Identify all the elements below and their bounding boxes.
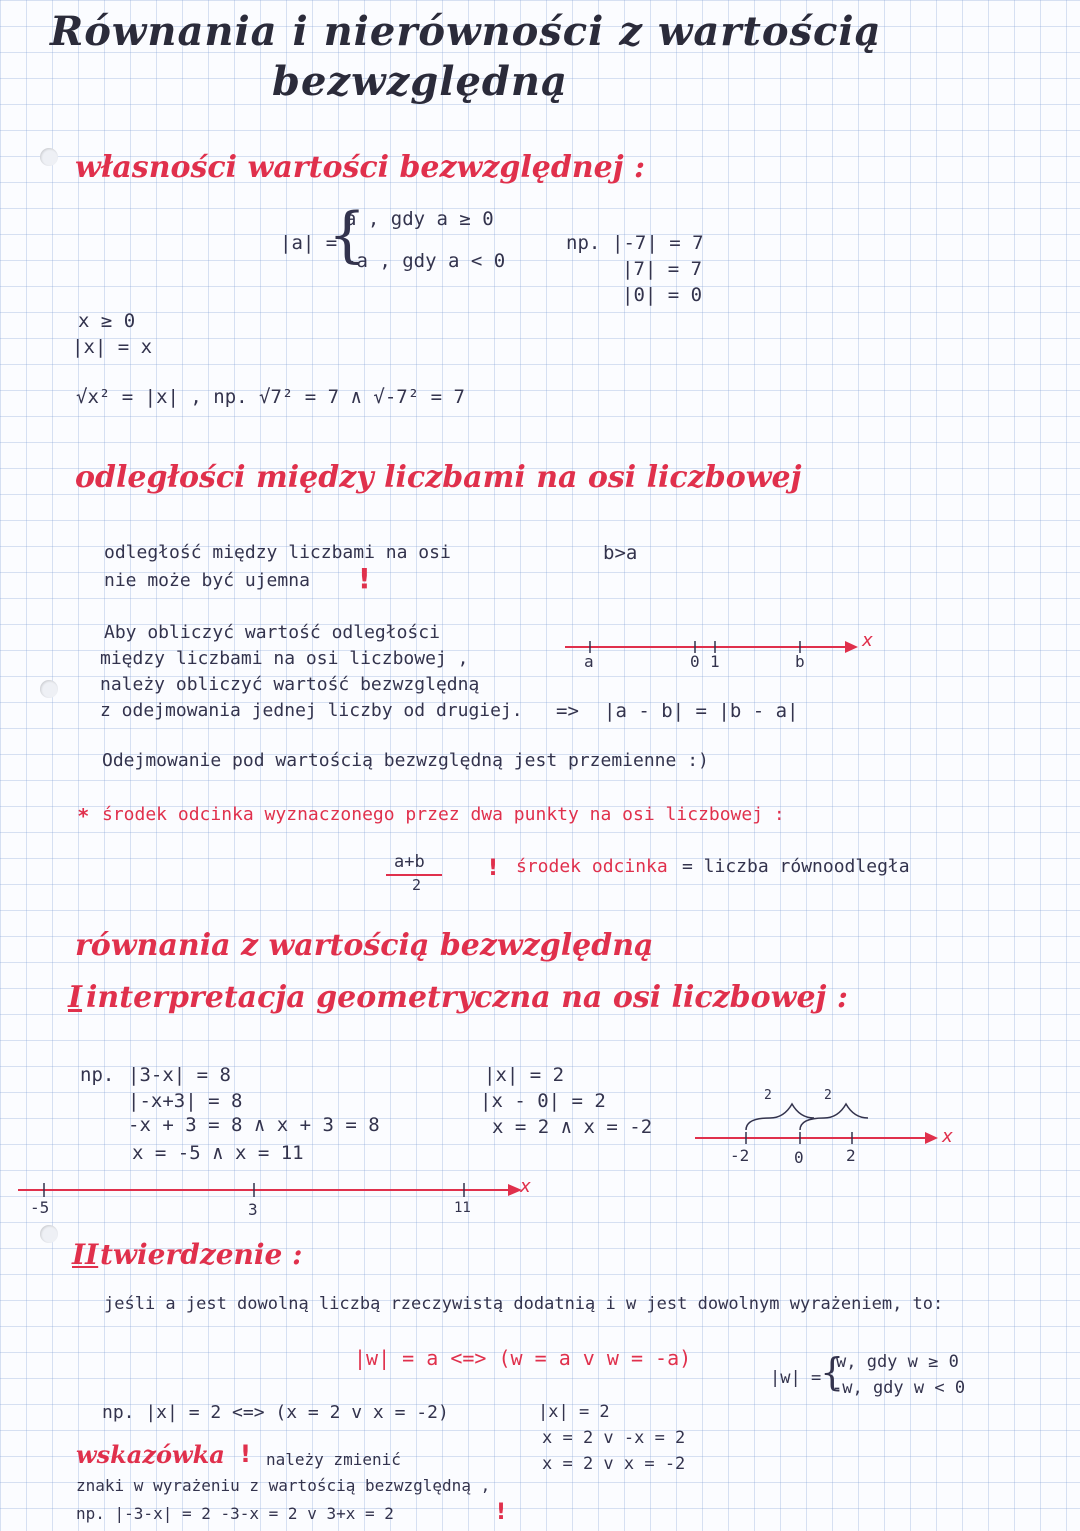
axis-label: -5 (30, 1198, 50, 1217)
side-example-line: |x| = 2 (538, 1402, 610, 1422)
theorem-text: jeśli a jest dowolną liczbą rzeczywistą dodatnią i w jest dowolnym wyrażeniem, to: (104, 1294, 944, 1314)
hint-example: np. |-3-x| = 2 -3-x = 2 v 3+x = 2 (76, 1504, 394, 1523)
abs-w-case2: -w, gdy w < 0 (832, 1378, 966, 1398)
abs-def-case2: -a , gdy a < 0 (345, 250, 506, 272)
note-line: z odejmowania jednej liczby od drugiej. (100, 700, 523, 721)
note-line: Aby obliczyć wartość odległości (104, 622, 440, 643)
equation-line: x = -5 ∧ x = 11 (132, 1142, 304, 1164)
axis-label: 11 (454, 1200, 471, 1216)
exclamation-mark: ! (240, 1440, 251, 1468)
hint-label: wskazówka (76, 1440, 225, 1469)
exclamation-mark: ! (488, 856, 499, 881)
note-line: należy obliczyć wartość bezwzględną (100, 674, 480, 695)
left-brace: { (328, 200, 367, 270)
equation-line: x = 2 ∧ x = -2 (492, 1116, 653, 1138)
theorem-example: np. |x| = 2 <=> (x = 2 v x = -2) (102, 1402, 449, 1423)
left-brace: { (820, 1350, 845, 1394)
example-label: np. (80, 1064, 115, 1086)
axis-label-x: x (862, 630, 873, 651)
midpoint-note-equidistant: = liczba równoodległa (682, 856, 910, 877)
implies-arrow: => (556, 700, 579, 722)
section-heading-equations: równania z wartością bezwzględną (75, 928, 654, 963)
axis-label-x: x (520, 1176, 531, 1197)
binder-hole (40, 148, 58, 166)
asterisk-icon: * (78, 804, 89, 828)
axis-label-x: x (942, 1126, 953, 1147)
abs-def-case1: a , gdy a ≥ 0 (345, 208, 494, 230)
number-line-distance (560, 630, 880, 670)
sqrt-rule: √x² = |x| , np. √7² = 7 ∧ √-7² = 7 (76, 386, 465, 408)
subsection-number: I (68, 980, 83, 1015)
page-title-line2: bezwzględną (272, 58, 568, 105)
side-example-line: x = 2 v x = -2 (542, 1454, 686, 1474)
example-line: |-7| = 7 (612, 232, 704, 254)
x-abs-value: |x| = x (72, 336, 153, 358)
example-line: |0| = 0 (622, 284, 703, 306)
equation-line: |-x+3| = 8 (128, 1090, 243, 1112)
example-line: |7| = 7 (622, 258, 703, 280)
hint-text: należy zmienić (266, 1450, 401, 1469)
note-line: odległość między liczbami na osi (104, 542, 451, 563)
side-example-line: x = 2 v -x = 2 (542, 1428, 686, 1448)
b-greater-a: b>a (603, 542, 638, 564)
equation-line: -x + 3 = 8 ∧ x + 3 = 8 (128, 1114, 380, 1136)
axis-label: 2 (846, 1146, 856, 1165)
abs-w-case1: w, gdy w ≥ 0 (836, 1352, 959, 1372)
axis-label-1: 1 (710, 652, 720, 671)
number-line-abs-x (690, 1100, 950, 1150)
binder-hole (40, 1225, 58, 1243)
axis-label: 0 (794, 1148, 804, 1167)
exclamation-mark: ! (358, 562, 371, 595)
binder-hole (40, 680, 58, 698)
equation-line: |x - 0| = 2 (480, 1090, 606, 1112)
hint-text: znaki w wyrażeniu z wartością bezwzględną , (76, 1476, 491, 1495)
distance-label: 2 (764, 1088, 772, 1103)
distance-label: 2 (824, 1088, 832, 1103)
section-heading-properties: własności wartości bezwzględnej : (75, 150, 646, 185)
subsection-heading-geometric: interpretacja geometryczna na osi liczbowej : (86, 980, 848, 1015)
example-label: np. (566, 232, 601, 254)
axis-label-0: 0 (690, 652, 700, 671)
midpoint-numerator: a+b (394, 852, 425, 872)
note-line: między liczbami na osi liczbowej , (100, 648, 469, 669)
x-condition: x ≥ 0 (78, 310, 136, 332)
distance-formula: |a - b| = |b - a| (604, 700, 799, 722)
commutative-note: Odejmowanie pod wartością bezwzględną jest przemienne :) (102, 750, 709, 771)
abs-def-lhs: |a| = (280, 232, 338, 254)
theorem-rule: |w| = a <=> (w = a v w = -a) (354, 1346, 692, 1370)
exclamation-mark: ! (496, 1500, 507, 1525)
page-title-line1: Równania i nierówności z wartością (50, 8, 882, 55)
axis-label: 3 (248, 1200, 258, 1219)
equation-line: |x| = 2 (484, 1064, 565, 1086)
note-line: nie może być ujemna (104, 570, 310, 591)
abs-w-lhs: |w| = (770, 1368, 822, 1388)
subsection-heading-theorem: twierdzenie : (100, 1238, 303, 1271)
axis-label-b: b (795, 652, 805, 671)
equation-line: |3-x| = 8 (128, 1064, 231, 1086)
axis-label-a: a (584, 652, 594, 671)
midpoint-note: środek odcinka (516, 856, 668, 877)
midpoint-denominator: 2 (412, 876, 422, 894)
midpoint-heading: środek odcinka wyznaczonego przez dwa punkty na osi liczbowej : (102, 804, 785, 825)
axis-label: -2 (730, 1146, 750, 1165)
subsection-number: II (72, 1238, 99, 1271)
section-heading-distances: odległości między liczbami na osi liczbowej (75, 460, 802, 495)
